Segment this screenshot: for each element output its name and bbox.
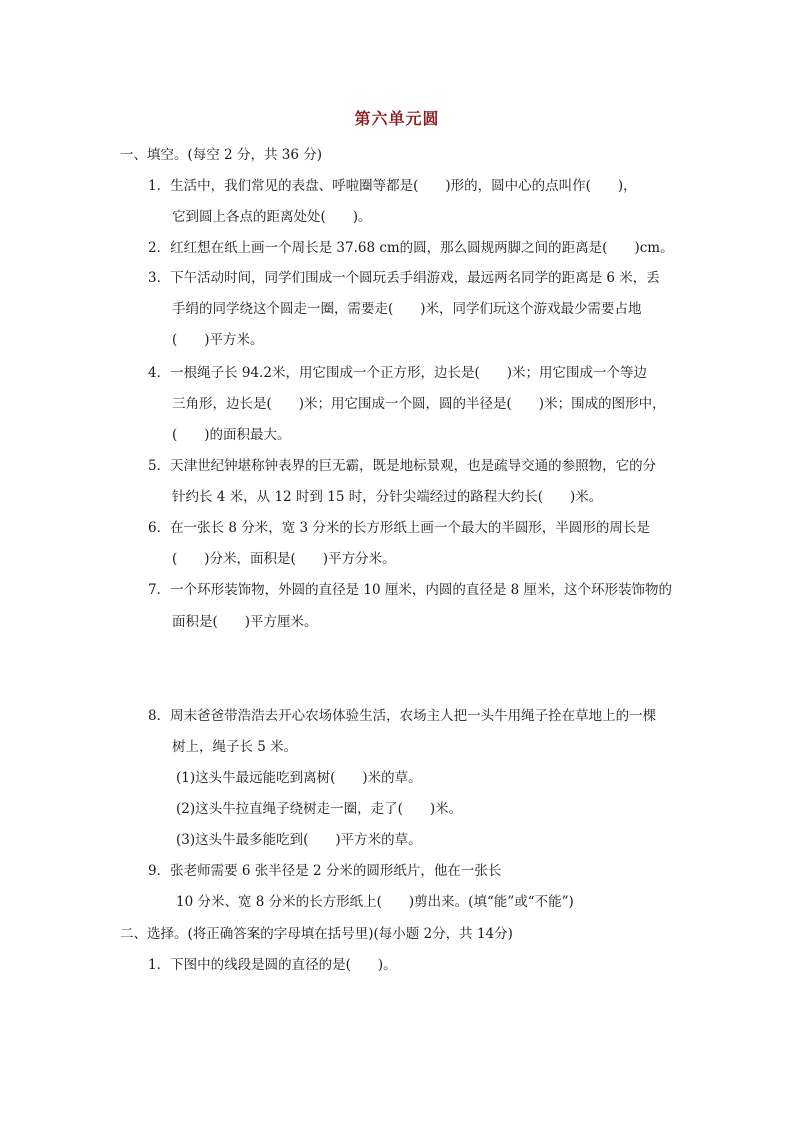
question-1-line-1: 1．生活中，我们常见的表盘、呼啦圈等都是( )形的，圆中心的点叫作( )， bbox=[148, 178, 637, 194]
question-7-line-1: 7．一个环形装饰物，外圆的直径是 10 厘米，内圆的直径是 8 厘米，这个环形装饰物的 bbox=[148, 582, 673, 598]
question-8-sub-1: (1)这头牛最远能吃到离树( )米的草。 bbox=[176, 770, 422, 786]
question-7-line-2: 面积是( )平方厘米。 bbox=[172, 614, 318, 630]
question-8-line-1: 8．周末爸爸带浩浩去开心农场体验生活，农场主人把一头牛用绳子拴在草地上的一棵 bbox=[148, 708, 657, 724]
question-6-line-2: ( )分米，面积是( )平方分米。 bbox=[172, 551, 396, 567]
page-title: 第六单元圆 bbox=[354, 109, 440, 128]
question-4-line-1: 4．一根绳子长 94.2米，用它围成一个正方形，边长是( )米；用它围成一个等边 bbox=[148, 365, 647, 381]
question-5-line-1: 5．天津世纪钟堪称钟表界的巨无霸，既是地标景观，也是疏导交通的参照物，它的分 bbox=[148, 458, 657, 474]
question-8-sub-3: (3)这头牛最多能吃到( )平方米的草。 bbox=[176, 832, 422, 848]
section1-heading: 一、填空。(每空 2 分，共 36 分) bbox=[120, 147, 322, 163]
question-3-line-1: 3．下午活动时间，同学们围成一个圆玩丢手绢游戏，最远两名同学的距离是 6 米，丢 bbox=[148, 270, 660, 286]
question-9-line-1: 9．张老师需要 6 张半径是 2 分米的圆形纸片，他在一张长 bbox=[148, 863, 502, 879]
question-4-line-3: ( )的面积最大。 bbox=[172, 427, 291, 443]
question-4-line-2: 三角形，边长是( )米；用它围成一个圆，圆的半径是( )米；围成的图形中， bbox=[172, 396, 666, 412]
question-3-line-2: 手绢的同学绕这个圆走一圈，需要走( )米，同学们玩这个游戏最少需要占地 bbox=[172, 301, 642, 317]
question-3-line-3: ( )平方米。 bbox=[172, 332, 264, 348]
question-8-sub-2: (2)这头牛拉直绳子绕树走一圈，走了( )米。 bbox=[176, 801, 463, 817]
question-8-line-2: 树上，绳子长 5 米。 bbox=[172, 739, 298, 755]
question-5-line-2: 针约长 4 米，从 12 时到 15 时，分针尖端经过的路程大约长( )米。 bbox=[172, 489, 603, 505]
question-6-line-1: 6．在一张长 8 分米，宽 3 分米的长方形纸上画一个最大的半圆形，半圆形的周长是 bbox=[148, 520, 650, 536]
section2-heading: 二、选择。(将正确答案的字母填在括号里)(每小题 2分，共 14分) bbox=[120, 926, 513, 942]
question-1-line-2: 它到圆上各点的距离处处( )。 bbox=[172, 209, 372, 225]
question-2-line-1: 2．红红想在纸上画一个周长是 37.68 cm的圆，那么圆规两脚之间的距离是( )cm。 bbox=[148, 240, 674, 256]
choice-question-1: 1．下图中的线段是圆的直径的是( )。 bbox=[148, 957, 397, 973]
question-9-line-2: 10 分米、宽 8 分米的长方形纸上( )剪出来。(填“能”或“不能”) bbox=[176, 894, 574, 910]
